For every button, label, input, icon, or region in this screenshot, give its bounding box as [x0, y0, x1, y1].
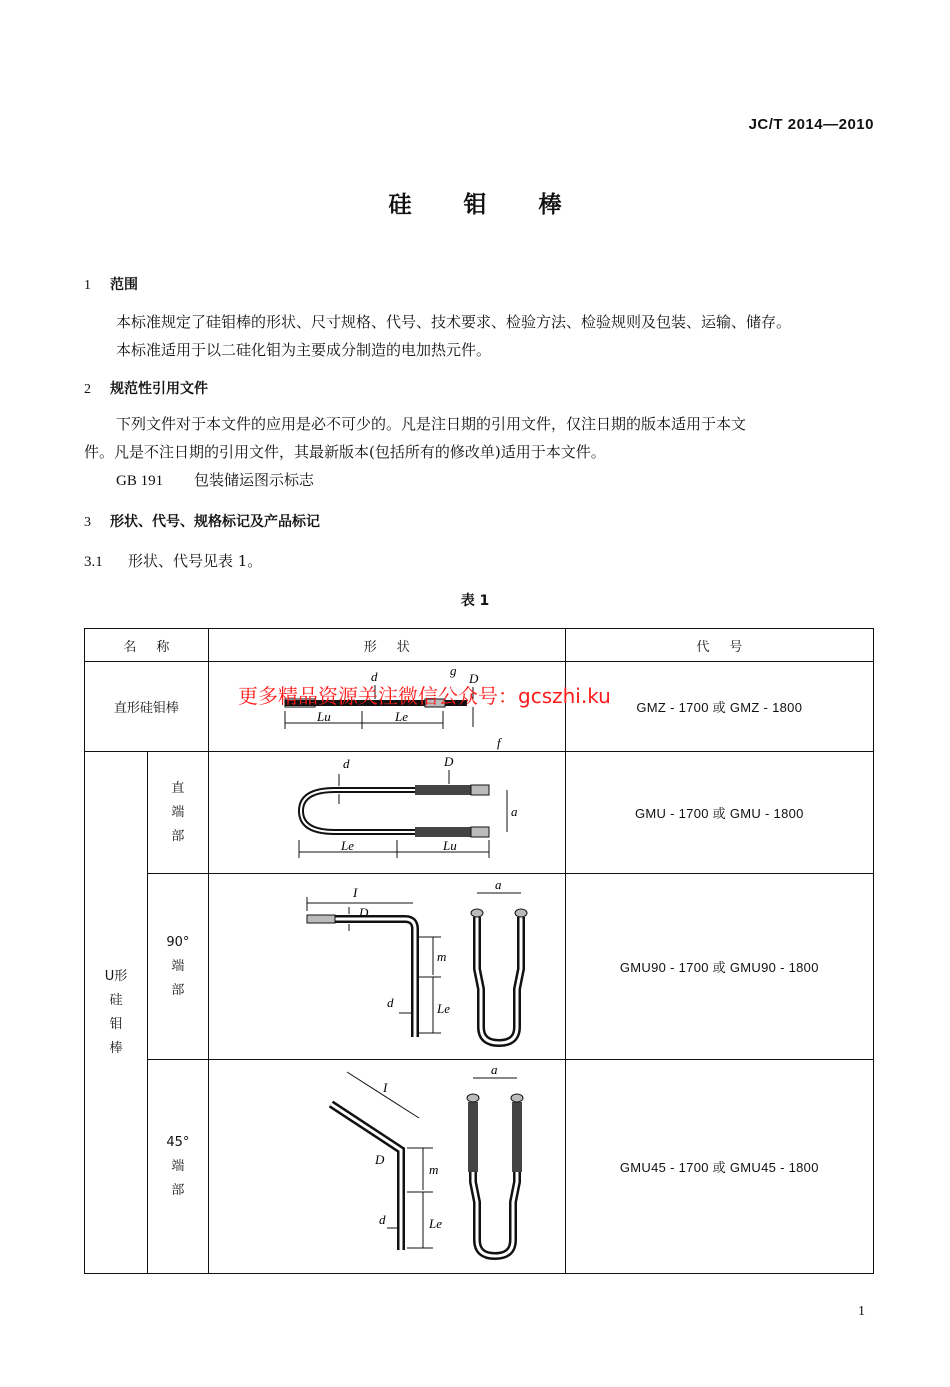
group-name	[85, 752, 148, 1274]
table-caption: 表 1	[460, 593, 490, 609]
label-le: Le	[428, 1215, 442, 1231]
label-le: Le	[436, 1000, 450, 1016]
subsection-3-1	[84, 551, 262, 572]
section-2-heading	[84, 379, 208, 400]
table-row	[85, 752, 874, 874]
label-i: I	[382, 1079, 388, 1095]
rod-90	[307, 919, 415, 1037]
spec-table	[84, 628, 874, 1274]
paragraph: 件。凡是不注日期的引用文件，其最新版本(包括所有的修改单)适用于本文件。	[84, 443, 606, 461]
label-m: m	[436, 948, 447, 964]
section-3-heading	[84, 512, 320, 533]
table-header-row	[85, 629, 874, 662]
row-code: GMU45 - 1700 或 GMU45 - 1800	[565, 1060, 873, 1274]
reference-entry	[116, 470, 314, 491]
sub-char: 直	[171, 780, 185, 796]
label-lu: Lu	[442, 837, 457, 853]
dimension-line	[347, 1072, 419, 1118]
sub-name	[147, 874, 208, 1060]
shape-figure	[208, 874, 565, 1060]
sub-char: 部	[171, 828, 185, 844]
label-a: a	[510, 803, 518, 819]
reference-title: 包装储运图示标志	[194, 471, 315, 489]
u-90-end-drawing	[237, 877, 537, 1057]
label-a: a	[490, 1061, 498, 1077]
label-cap-d: D	[358, 904, 369, 920]
label-g: g	[449, 662, 457, 678]
label-d: d	[386, 994, 394, 1010]
header-code: 代号	[565, 629, 873, 662]
document-title: 硅 钼 棒	[388, 192, 584, 218]
u-straight-end-drawing	[237, 754, 537, 872]
section-number: 3	[84, 515, 91, 530]
table-row	[85, 874, 874, 1060]
label-cap-d: D	[443, 753, 454, 769]
sub-char: 端	[171, 1158, 185, 1174]
section-title: 形状、代号、规格标记及产品标记	[110, 514, 320, 530]
sub-char: 端	[171, 958, 185, 974]
sub-char: 90°	[166, 934, 190, 950]
shape-figure	[208, 752, 565, 874]
table-row	[85, 1060, 874, 1274]
group-char: U形	[104, 968, 128, 984]
label-d: d	[342, 755, 350, 771]
reference-code: GB 191	[116, 473, 164, 489]
label-d: d	[370, 668, 378, 684]
section-title: 范围	[110, 277, 138, 293]
u-45-end-drawing	[237, 1062, 537, 1272]
sub-char: 部	[171, 982, 185, 998]
sub-char: 端	[171, 804, 185, 820]
paragraph: 本标准适用于以二硅化钼为主要成分制造的电加热元件。	[116, 341, 492, 359]
paragraph: 下列文件对于本文件的应用是必不可少的。凡是注日期的引用文件，仅注日期的版本适用于本文	[116, 415, 747, 433]
u-rod	[301, 790, 487, 832]
label-le: Le	[340, 837, 354, 853]
group-char: 棒	[109, 1040, 123, 1056]
sub-name	[147, 752, 208, 874]
section-1-heading	[84, 275, 138, 296]
label-a: a	[494, 876, 502, 892]
row-code: GMU90 - 1700 或 GMU90 - 1800	[565, 874, 873, 1060]
u-rod-front-view	[477, 917, 521, 1043]
row-name: 直形硅钼棒	[85, 662, 209, 752]
label-f: f	[496, 734, 501, 750]
label-lu: Lu	[316, 708, 331, 724]
watermark-overlay: 更多精品资源关注微信公众号：gcszhi.ku	[238, 684, 611, 708]
page-number: 1	[858, 1304, 865, 1319]
header-shape: 形状	[208, 629, 565, 662]
section-number: 2	[84, 382, 91, 397]
subsection-text: 形状、代号见表 1。	[128, 552, 263, 570]
section-title: 规范性引用文件	[110, 381, 208, 397]
group-char: 钼	[109, 1016, 123, 1032]
row-code: GMZ - 1700 或 GMZ - 1800	[565, 662, 873, 752]
label-d: d	[378, 1211, 386, 1227]
label-cap-d: D	[374, 1151, 385, 1167]
sub-name	[147, 1060, 208, 1274]
shape-figure	[208, 1060, 565, 1274]
label-le: Le	[394, 708, 408, 724]
row-code: GMU - 1700 或 GMU - 1800	[565, 752, 873, 874]
subsection-number: 3.1	[84, 554, 103, 570]
u-rod-front-view	[473, 1102, 517, 1256]
label-m: m	[428, 1161, 439, 1177]
header-name: 名称	[85, 629, 209, 662]
sub-char: 45°	[166, 1134, 190, 1150]
label-cap-d: D	[468, 670, 479, 686]
label-i: I	[352, 884, 358, 900]
sub-char: 部	[171, 1182, 185, 1198]
section-number: 1	[84, 278, 91, 293]
paragraph: 本标准规定了硅钼棒的形状、尺寸规格、代号、技术要求、检验方法、检验规则及包装、运输、储存。	[116, 313, 792, 331]
group-char: 硅	[109, 992, 123, 1008]
standard-number: JC/T 2014—2010	[748, 116, 874, 133]
